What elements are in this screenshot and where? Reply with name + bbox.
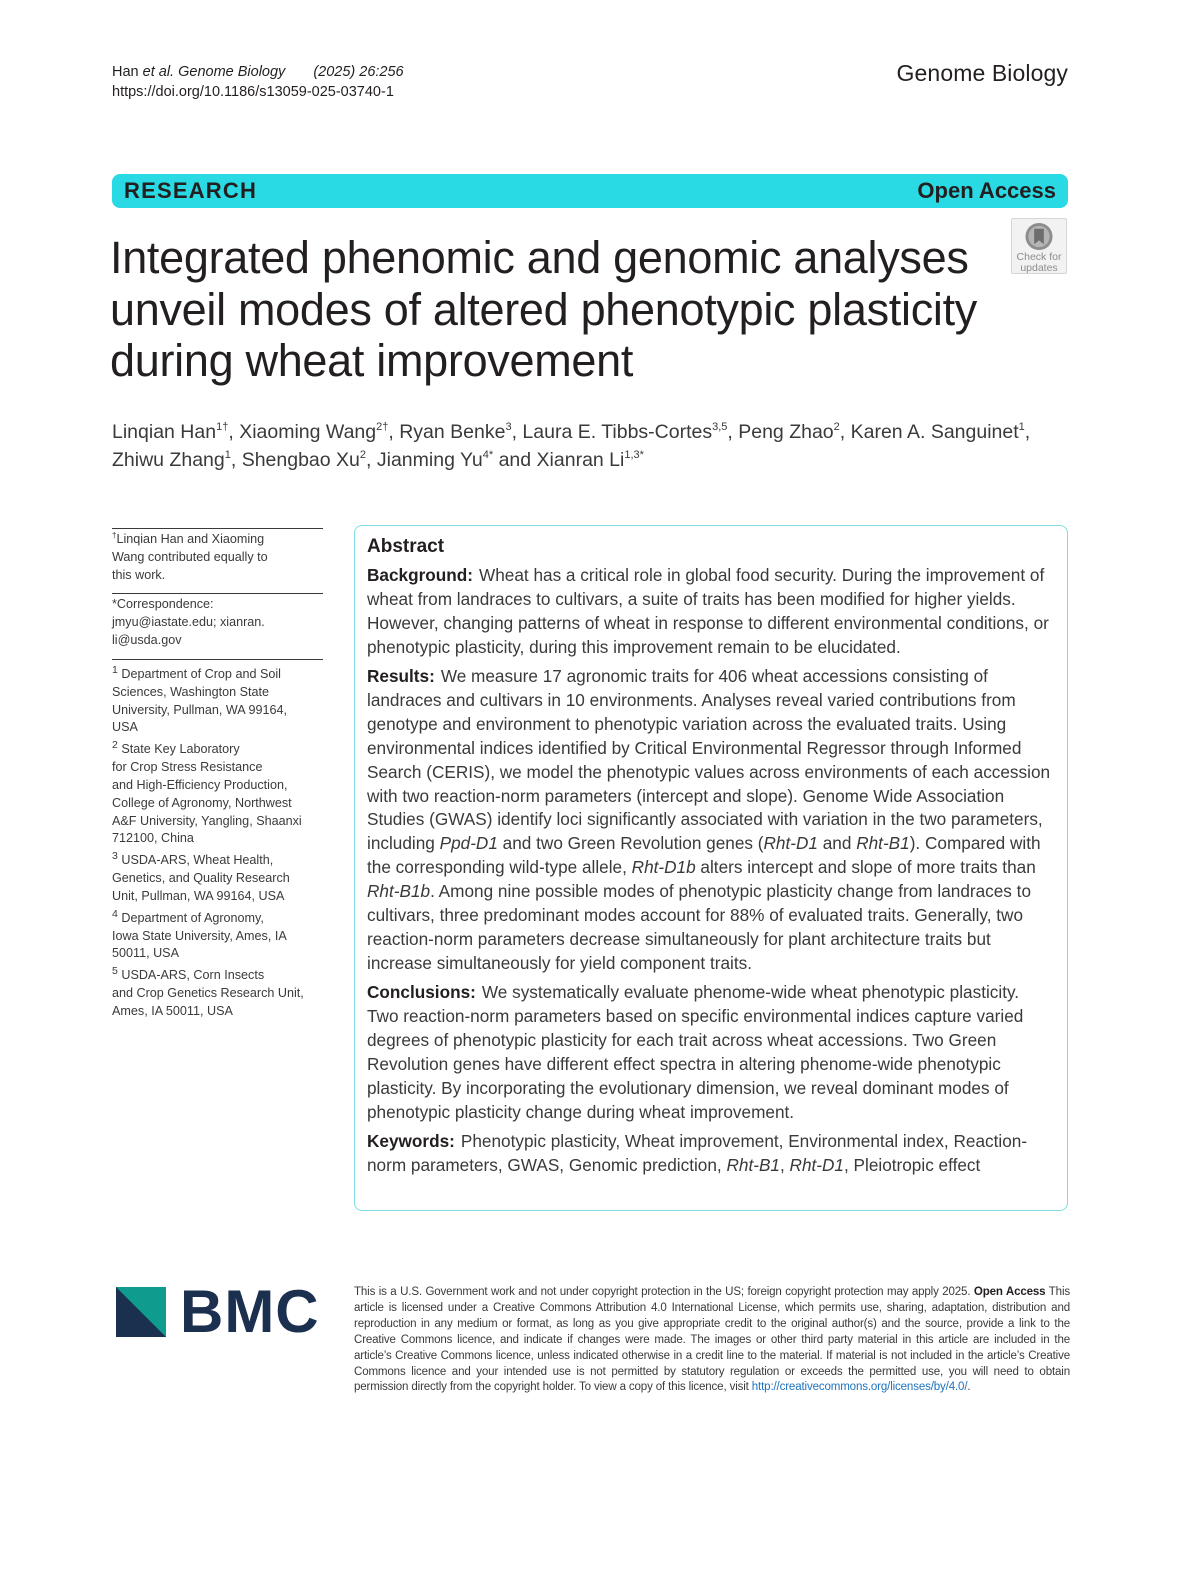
bmc-logo	[116, 1278, 320, 1345]
article-type-banner	[112, 174, 1068, 208]
citation-author: Han	[112, 64, 139, 80]
open-access-label: Open Access	[917, 178, 1056, 203]
bookmark-icon	[1024, 222, 1054, 251]
doi-link[interactable]: https://doi.org/10.1186/s13059-025-03740-1	[112, 84, 394, 100]
abstract-results: Results: We measure 17 agronomic traits for 406 wheat accessions consisting of landraces and cultivars in 10 environments. Analyses reveal varied contributions from genotype and environment to phenotypic variation across the evaluated traits. Using environmental indices identified by Critical Environmental Regressor through Informed Search (CERIS), we model the phenotypic values across environments of each accession with two reaction-norm parameters (intercept and slope). Genome Wide Association Studies (GWAS) identify loci significantly associated with variation in the two parameters, including Ppd-D1 and two Green Revolution genes (Rht-D1 and Rht-B1). Compared with the corresponding wild-type allele, Rht-D1b alters intercept and slope of more traits than Rht-B1b. Among nine possible modes of phenotypic plasticity change from landraces to cultivars, three predominant modes account for 88% of evaluated traits. Generally, two reaction-norm parameters decrease simultaneously for plant architecture traits but increase simultaneously for yield component traits.	[367, 666, 1051, 973]
author[interactable]: Shengbao Xu$^2$	[241, 449, 367, 471]
license-link[interactable]: http://creativecommons.org/licenses/by/4.0/	[751, 1381, 968, 1394]
correspondence-email[interactable]: li@usda.gov	[112, 632, 182, 647]
check-label-1: Check for	[1016, 251, 1062, 263]
article-title	[110, 232, 1010, 387]
bmc-wordmark: BMC	[180, 1278, 320, 1345]
author[interactable]: Peng Zhao$^2$	[738, 421, 840, 443]
author[interactable]: Zhiwu Zhang$^1$	[112, 449, 231, 471]
title-line-2: unveil modes of altered phenotypic plasticity	[110, 283, 977, 335]
license-statement: This is a U.S. Government work and not under copyright protection in the US; foreign copyright protection may apply 2025. Open Access This article is licensed under a Creative Commons Attribution 4.0 International License, which permits use, sharing, adaptation, distribution and reproduction in any medium or format, as long as you give appropriate credit to the original author(s) and the source, provide a link to the Creative Commons licence, and indicate if changes were made. The images or other third party material in this article are included in the article’s Creative Commons licence, unless indicated otherwise in a credit line to the material. If material is not included in the article’s Creative Commons licence and your intended use is not permitted by statutory regulation or exceeds the permitted use, you will need to obtain permission directly from the copyright holder. To view a copy of this licence, visit http://creativecommons.org/licenses/by/4.0/.	[354, 1286, 1070, 1394]
equal-contribution-note: †Linqian Han and Xiaoming Wang contributed equally to this work.	[112, 528, 323, 593]
abstract-heading: Abstract	[367, 536, 445, 557]
correspondence-email[interactable]: jmyu@iastate.edu; xianran.	[112, 615, 265, 630]
citation-journal: Genome Biology	[178, 64, 286, 80]
author[interactable]: Xiaoming Wang$^{2\dagger}$	[239, 421, 389, 443]
article-type: RESEARCH	[124, 178, 258, 203]
abstract-keywords: Keywords: Phenotypic plasticity, Wheat improvement, Environmental index, Reaction-norm parameters, GWAS, Genomic prediction, Rht-B1, Rht-D1, Pleiotropic effect	[367, 1131, 1028, 1176]
running-header	[112, 62, 404, 102]
check-label-2: updates	[1020, 262, 1058, 274]
abstract-background: Background: Wheat has a critical role in global food security. During the improvement of wheat from landraces to cultivars, a suite of traits has been modified for higher yields. However, changing patterns of wheat in response to different environmental conditions, or phenotypic plasticity, during this improvement remain to be elucidated.	[367, 565, 1049, 657]
title-line-3: during wheat improvement	[110, 335, 634, 386]
affiliation-2: $^2$ State Key Laboratory for Crop Stress Resistance and High-Efficiency Production, College of Agronomy, Northwest A&F University, Yangling, Shaanxi 712100, China	[112, 739, 302, 846]
results-label: Results:	[367, 666, 435, 687]
affiliation-list	[112, 659, 323, 1021]
keywords-label: Keywords:	[367, 1131, 455, 1152]
affiliation-5: $^5$ USDA-ARS, Corn Insects and Crop Genetics Research Unit, Ames, IA 50011, USA	[112, 965, 304, 1019]
correspondence-note: *Correspondence: jmyu@iastate.edu; xianran. li@usda.gov	[112, 593, 323, 658]
affiliation-3: $^3$ USDA-ARS, Wheat Health, Genetics, and Quality Research Unit, Pullman, WA 99164, USA	[112, 850, 290, 903]
author-list: Linqian Han$^{1\dagger}$, Xiaoming Wang$^{2\dagger}$, Ryan Benke$^3$, Laura E. Tibbs-Cortes$^{3,5}$, Peng Zhao$^2$, Karen A. Sanguinet$^1$, Zhiwu Zhang$^1$, Shengbao Xu$^2$, Jianming $Yu^{4*}$ and Xianran $Li^{1,3*}$	[112, 421, 1031, 471]
author[interactable]: Karen A. Sanguinet$^1$	[850, 421, 1025, 443]
author[interactable]: Linqian Han$^{1\dagger}$	[112, 421, 229, 443]
conclusions-label: Conclusions:	[367, 982, 476, 1003]
affiliation-1: $^1$ Department of Crop and Soil Sciences, Washington State University, Pullman, WA 99164, USA	[112, 663, 287, 735]
citation-volume: (2025) 26:256	[313, 64, 404, 80]
check-for-updates-button[interactable]	[1011, 218, 1067, 274]
background-label: Background:	[367, 565, 473, 585]
citation-line	[112, 62, 404, 82]
journal-name: Genome Biology	[896, 60, 1068, 86]
affiliation-4: $^4$ Department of Agronomy, Iowa State University, Ames, IA 50011, USA	[112, 907, 287, 961]
citation-etal: et al.	[142, 64, 175, 80]
bmc-logo-mark-icon	[116, 1287, 166, 1337]
author[interactable]: Jianming $Yu^{4*}$	[376, 449, 494, 471]
abstract-box	[354, 525, 1068, 1211]
author[interactable]: Ryan Benke$^3$	[399, 421, 512, 443]
license-open-access: Open Access	[973, 1286, 1046, 1298]
abstract-conclusions: Conclusions: We systematically evaluate phenome-wide wheat phenotypic plasticity. Two reaction-norm parameters based on specific environmental indices capture varied degrees of phenotypic plasticity for each trait across wheat accessions. Two Green Revolution genes have different effect spectra in altering phenome-wide phenotypic plasticity. By incorporating the evolutionary dimension, we reveal dominant modes of phenotypic plasticity change during wheat improvement.	[367, 982, 1024, 1122]
author[interactable]: Xianran $Li^{1,3*}$	[536, 449, 644, 471]
author-notes	[112, 528, 323, 1021]
title-line-1: Integrated phenomic and genomic analyses	[110, 232, 969, 283]
author[interactable]: Laura E. Tibbs-Cortes$^{3,5}$	[522, 421, 728, 443]
